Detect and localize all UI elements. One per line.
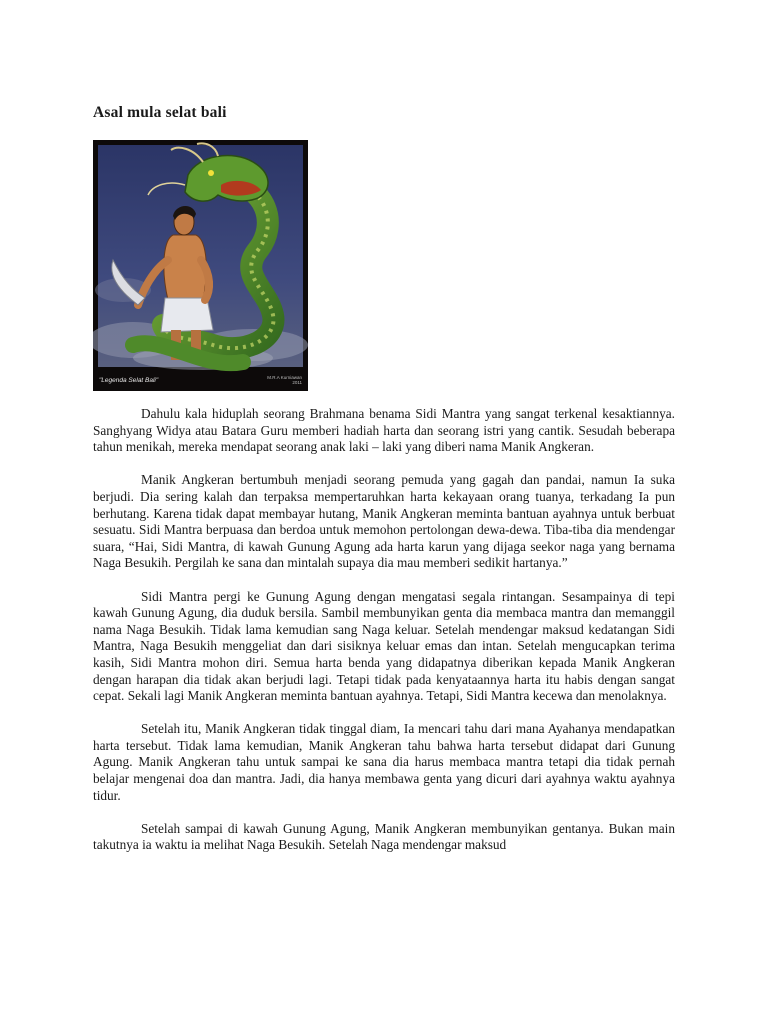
paragraph-4: Setelah itu, Manik Angkeran tidak tinggal diam, Ia mencari tahu dari mana Ayahanya mendapatkan harta tersebut. Tidak lama kemudian, Manik Angkeran tahu bahwa harta tersebut didapat dari Gunung Agung. Manik Angkeran tahu untuk sampai ke sana dia harus membaca mantra tetapi dia tidak pernah belajar mengenai doa dan mantra. Jadi, dia hanya membawa genta yang dicuri dari ayahnya waktu ayahnya tidur.: [93, 721, 675, 803]
paragraph-5: Setelah sampai di kawah Gunung Agung, Manik Angkeran membunyikan gentanya. Bukan main takutnya ia waktu ia melihat Naga Besukih. Setelah Naga mendengar maksud: [93, 820, 675, 853]
figure-credit-author: M.R.A Kurniawan: [267, 375, 302, 380]
dragon-and-man-picture: [93, 140, 308, 391]
paragraph-3: Sidi Mantra pergi ke Gunung Agung dengan mengatasi segala rintangan. Sesampainya di tepi kawah Gunung Agung, dia duduk bersila. Sambil membunyikan genta dia membaca mantra dan memanggil nama Naga Besukih. Tidak lama kemudian sang Naga keluar. Setelah mendengar maksud kedatangan Sidi Mantra, Naga Besukih menggeliat dan dari sisiknya keluar emas dan intan. Setelah mengucapkan terima kasih, Sidi Mantra mohon diri. Semua harta benda yang didapatnya diberikan kepada Manik Angkeran dengan harapan dia tidak akan berjudi lagi. Tetapi tidak pada kenyataannya harta itu habis dengan sangat cepat. Sekali lagi Manik Angkeran meminta bantuan ayahnya. Tetapi, Sidi Mantra kecewa dan menolaknya.: [93, 588, 675, 704]
figure-caption: "Legenda Selat Bali": [99, 377, 159, 384]
figure-credit: [267, 375, 302, 385]
paragraph-1: Dahulu kala hiduplah seorang Brahmana benama Sidi Mantra yang sangat terkenal kesaktiannya. Sanghyang Widya atau Batara Guru memberi hadiah harta dan seorang istri yang cantik. Sesudah beberapa tahun menikah, mereka mendapat seorang anak laki – laki yang diberi nama Manik Angkeran.: [93, 406, 675, 455]
figure-credit-year: 2011: [292, 380, 302, 385]
story-body: [93, 406, 675, 871]
document-title: Asal mula selat bali: [93, 104, 227, 121]
paragraph-2: Manik Angkeran bertumbuh menjadi seorang pemuda yang gagah dan pandai, namun Ia suka berjudi. Dia sering kalah dan terpaksa mempertaruhkan harta kekayaan orang tuanya, terkadang Ia pun berhutang. Karena tidak dapat membayar hutang, Manik Angkeran meminta bantuan ayahnya untuk berbuat sesuatu. Sidi Mantra berpuasa dan berdoa untuk memohon pertolongan dewa-dewa. Tiba-tiba dia mendengar suara, “Hai, Sidi Mantra, di kawah Gunung Agung ada harta karun yang dijaga seekor naga yang bernama Naga Besukih. Pergilah ke sana dan mintalah supaya dia mau memberi sedikit hartanya.”: [93, 472, 675, 571]
legend-illustration: [93, 140, 308, 391]
